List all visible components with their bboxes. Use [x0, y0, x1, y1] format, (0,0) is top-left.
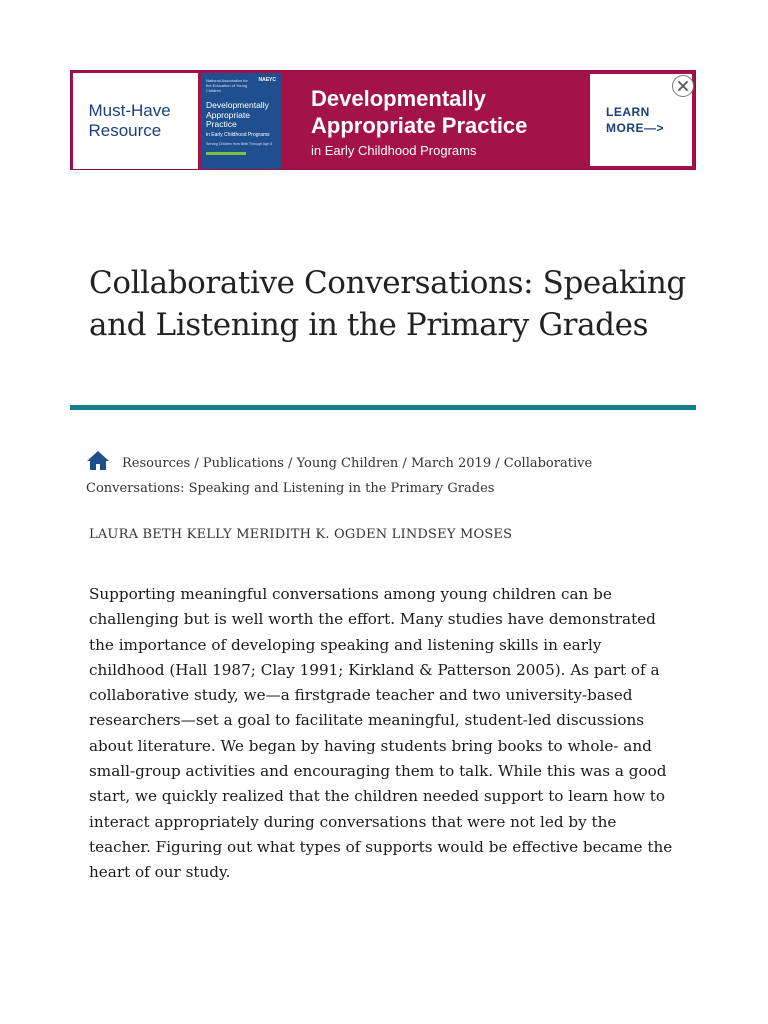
- breadcrumb-item-publications[interactable]: Publications: [202, 456, 284, 471]
- article-body-paragraph: Supporting meaningful conversations among young children can be challenging but is well worth the effort. Many studies have demonstrated the importance of developing speaking and listening skills in early childhood (Hall 1987; Clay 1991; Kirkland & Patterson 2005). As part of a collaborative study, we—a firstgrade teacher and two university-based researchers—set a goal to facilitate meaningful, student-led discussions about literature. We began by having students bring books to whole- and small-group activities and encouraging them to talk. While this was a good start, we quickly realized that the children needed support to learn how to interact appropriately during conversations that were not led by the teacher. Figuring out what types of supports would be effective became the heart of our study.: [89, 585, 673, 882]
- breadcrumb-separator: /: [190, 456, 203, 471]
- breadcrumb-item-resources[interactable]: Resources: [122, 456, 191, 471]
- ad-close-button[interactable]: [672, 75, 694, 97]
- ad-book-stripe: [206, 152, 246, 155]
- breadcrumb-separator: /: [283, 456, 297, 471]
- page-title: Collaborative Conversations: Speaking and Listening in the Primary Grades: [89, 265, 686, 343]
- ad-book-title: Developmentally Appropriate Practice: [206, 100, 269, 129]
- article-authors: LAURA BETH KELLY MERIDITH K. OGDEN LINDSEY MOSES: [89, 527, 513, 542]
- breadcrumb-separator: /: [398, 456, 411, 471]
- home-icon[interactable]: [86, 450, 110, 478]
- ad-book-subtitle: in Early Childhood Programs: [206, 131, 270, 138]
- ad-banner[interactable]: [70, 70, 696, 170]
- title-divider: [70, 405, 696, 410]
- ad-headline: Developmentally Appropriate Practice: [311, 86, 528, 138]
- ad-book-publisher: National Association for the Education of Young Children: [206, 78, 248, 93]
- breadcrumb-current: Collaborative Conversations: Speaking and Listening in the Primary Grades: [86, 456, 593, 496]
- breadcrumb-separator: /: [491, 456, 504, 471]
- ad-learn-more-label: LEARN MORE—>: [606, 105, 665, 135]
- breadcrumb-item-march-2019[interactable]: March 2019: [410, 456, 492, 471]
- ad-subline: in Early Childhood Programs: [311, 143, 477, 158]
- ad-book-logo: NAEYC: [258, 77, 276, 83]
- close-icon: [677, 80, 689, 92]
- ad-left-panel: [73, 73, 198, 169]
- breadcrumb-item-young-children[interactable]: Young Children: [296, 456, 399, 471]
- ad-book-cover: [201, 73, 281, 169]
- ad-left-text: Must-Have Resource: [88, 101, 171, 140]
- ad-book-header: [206, 78, 276, 93]
- breadcrumb: [86, 450, 686, 499]
- ad-book-edition: Serving Children from Birth Through Age 8: [206, 141, 272, 146]
